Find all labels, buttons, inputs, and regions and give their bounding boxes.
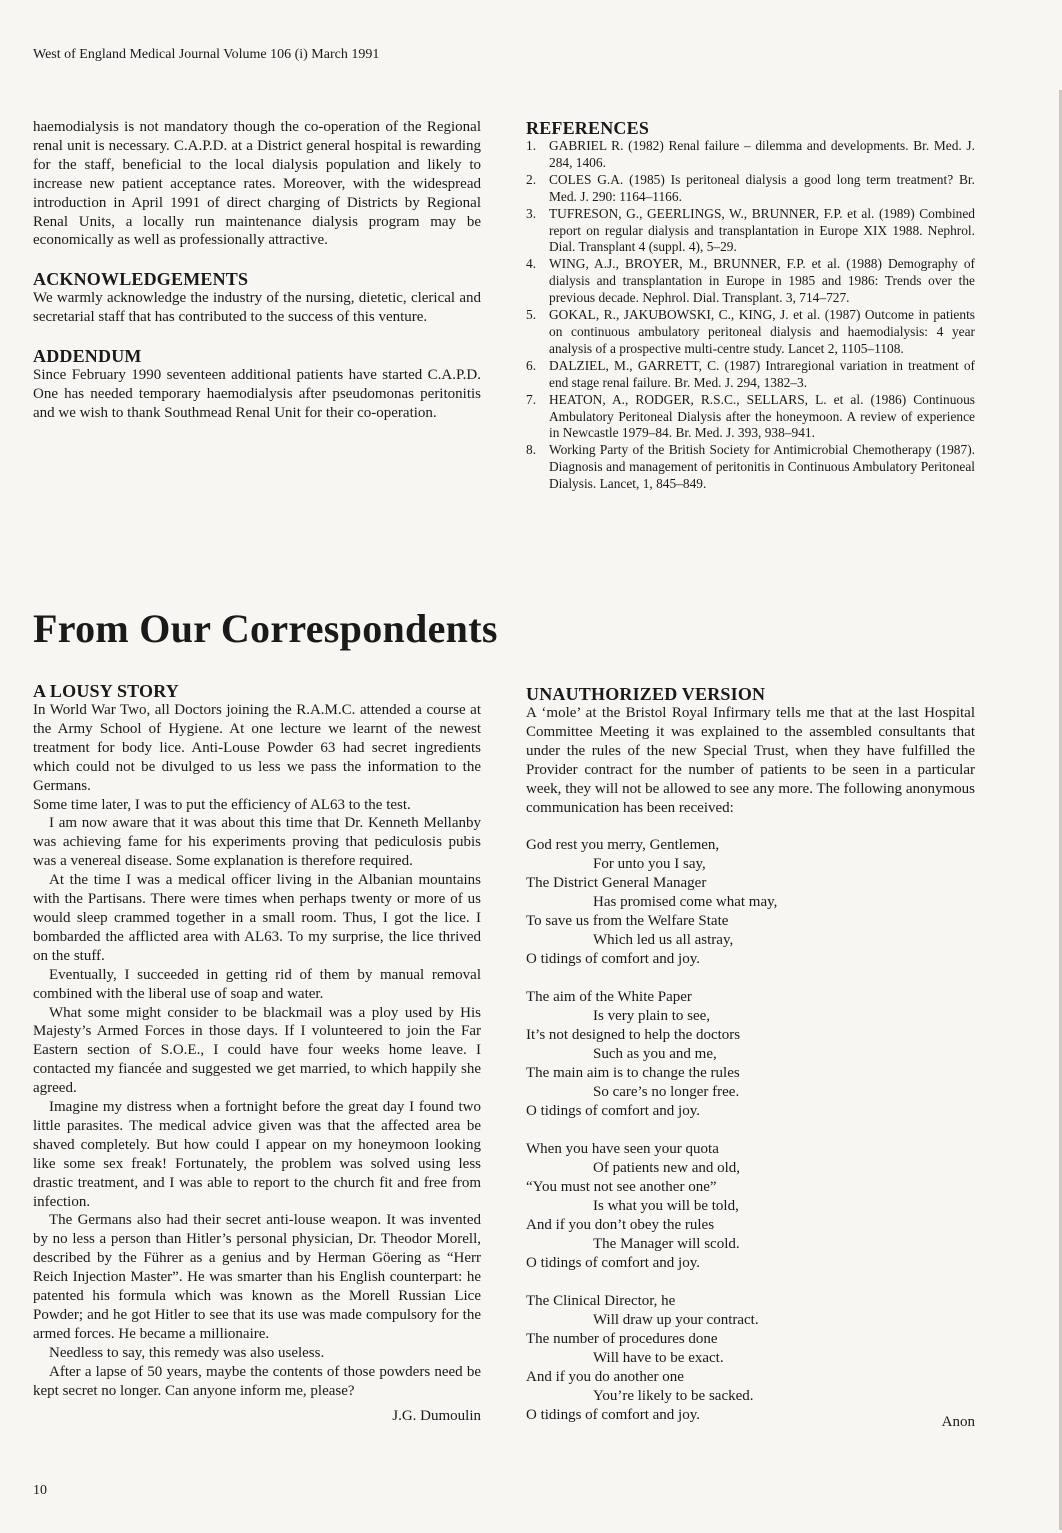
poem-line: The Clinical Director, he	[526, 1293, 676, 1310]
poem-line: Is very plain to see,	[593, 1008, 711, 1025]
poem-line: The Manager will scold.	[593, 1236, 740, 1253]
poem-line: The main aim is to change the rules	[526, 1065, 740, 1082]
poem-line: Of patients new and old,	[593, 1160, 741, 1177]
conclusion-paragraph: haemodialysis is not mandatory though the co-operation of the Regional renal unit is necessary. C.A.P.D. at a District general hospital is rewarding for the staff, beneficial to the local dialysis population and likely to increase new patient acceptance rates. Moreover, with the widespread introduction in April 1991 of direct charging of Districts by Regional Renal Units, a locally run maintenance dialysis program may be economically as well as professionally attractive.	[33, 119, 481, 249]
poem-line: And if you don’t obey the rules	[526, 1217, 715, 1234]
poem-line: The aim of the White Paper	[526, 989, 692, 1006]
unauthorized-version-article	[526, 684, 975, 1432]
poem-line: Has promised come what may,	[593, 894, 778, 911]
references-section	[526, 118, 975, 493]
acknowledgements-heading: ACKNOWLEDGEMENTS	[33, 269, 249, 290]
poem-line: Such as you and me,	[593, 1046, 717, 1063]
poem-line: To save us from the Welfare State	[526, 913, 729, 930]
poem-line: The number of procedures done	[526, 1331, 718, 1348]
addendum-heading: ADDENDUM	[33, 346, 142, 367]
story-paragraph: Imagine my distress when a fortnight before the great day I found two little parasites. The medical advice given was that the affected area be shaved completely. But how could I appear on my honeymoon looking like some sex freak! Fortunately, the problem was solved using less drastic treatment, and I was able to report to the church fit and free from infection.	[33, 1099, 481, 1210]
reference-item: 3. TUFRESON, G., GEERLINGS, W., BRUNNER, F.P. et al. (1989) Combined report on regular dialysis and transplantation in Europe XIX 1988. Nephrol. Dial. Transplant 4 (suppl. 4), 5–29.	[526, 205, 975, 255]
poem-stanza	[526, 1140, 975, 1273]
story-paragraph: At the time I was a medical officer living in the Albanian mountains with the Partisans. There were times when perhaps twenty or more of us would sleep crammed together in a small room. Thus, I got the lice. I bombarded the afflicted area with AL63. To my surprise, the lice thrived on the stuff.	[33, 872, 481, 964]
poem-signature: Anon	[941, 1414, 975, 1431]
story-paragraph: I am now aware that it was about this time that Dr. Kenneth Mellanby was achieving fame for his experiments proving that pediculosis pubis was a venereal disease. Some explanation is therefore required.	[33, 815, 481, 870]
story-paragraph: Eventually, I succeeded in getting rid of them by manual removal combined with the liberal use of soap and water.	[33, 966, 481, 1002]
poem-line: And if you do another one	[526, 1369, 684, 1386]
reference-item: 1. GABRIEL R. (1982) Renal failure – dilemma and developments. Br. Med. J. 284, 1406.	[526, 138, 975, 170]
reference-item: 2. COLES G.A. (1985) Is peritoneal dialysis a good long term treatment? Br. Med. J. 290: 1164–1166.	[526, 171, 975, 204]
references-list	[526, 138, 975, 493]
poem-stanza	[526, 836, 975, 969]
poem-line: Is what you will be told,	[593, 1198, 739, 1215]
poem-stanza	[526, 1292, 975, 1425]
acknowledgements-text: We warmly acknowledge the industry of the nursing, dietetic, clerical and secretarial staff that has contributed to the success of this venture.	[33, 290, 481, 326]
poem-line: The District General Manager	[526, 875, 707, 892]
story-paragraph: Some time later, I was to put the efficiency of AL63 to the test.	[33, 796, 411, 813]
poem-line: God rest you merry, Gentlemen,	[526, 837, 720, 854]
page-number: 10	[33, 1483, 47, 1498]
reference-item: 4. WING, A.J., BROYER, M., BRUNNER, F.P. et al. (1988) Demography of dialysis and transplantation in Europe in 1985 and 1986: Trends over the previous decade. Nephrol. Dial. Transplant. 3, 714–727.	[526, 256, 975, 306]
lousy-story-article	[33, 681, 481, 1425]
lousy-story-heading: A LOUSY STORY	[33, 681, 180, 701]
references-heading: REFERENCES	[526, 118, 650, 138]
story-paragraph: What some might consider to be blackmail was a ploy used by His Majesty’s Armed Forces in those days. If I volunteered to join the Far Eastern section of S.O.E., I could have four weeks home leave. I contacted my fiancée and suggested we get married, to which happily she agreed.	[33, 1004, 481, 1097]
poem-line: O tidings of comfort and joy.	[526, 951, 701, 968]
article-conclusion-column	[33, 118, 481, 423]
story-paragraph: After a lapse of 50 years, maybe the contents of those powders need be kept secret no longer. Can anyone inform me, please?	[33, 1363, 481, 1399]
story-signature: J.G. Dumoulin	[392, 1407, 481, 1424]
poem-stanza	[526, 988, 975, 1121]
addendum-text: Since February 1990 seventeen additional patients have started C.A.P.D. One has needed temporary haemodialysis after pseudomonas peritonitis and we wish to thank Southmead Renal Unit for their co-operation.	[33, 367, 481, 421]
poem-line: Will draw up your contract.	[593, 1312, 759, 1329]
running-header: West of England Medical Journal Volume 106 (i) March 1991	[33, 47, 380, 62]
poem-line: You’re likely to be sacked.	[593, 1388, 754, 1405]
section-title: From Our Correspondents	[33, 606, 498, 651]
reference-item: 6. DALZIEL, M., GARRETT, C. (1987) Intraregional variation in treatment of end stage renal failure. Br. Med. J. 294, 1382–3.	[526, 357, 975, 390]
reference-item: 8. Working Party of the British Society for Antimicrobial Chemotherapy (1987). Diagnosis and management of peritonitis in Continuous Ambulatory Peritoneal Dialysis. Lancet, 1, 845–849.	[526, 442, 975, 492]
story-paragraph: Needless to say, this remedy was also useless.	[49, 1344, 325, 1361]
reference-item: 7. HEATON, A., RODGER, R.S.C., SELLARS, L. et al. (1986) Continuous Ambulatory Peritoneal Dialysis after the honeymoon. A review of experience in Newcastle 1979–84. Br. Med. J. 393, 938–941.	[526, 391, 975, 441]
poem-line: Will have to be exact.	[593, 1350, 724, 1367]
unauthorized-heading: UNAUTHORIZED VERSION	[526, 684, 766, 704]
poem-line: So care’s no longer free.	[593, 1084, 740, 1101]
poem-line: For unto you I say,	[593, 856, 706, 873]
poem-line: O tidings of comfort and joy.	[526, 1103, 701, 1120]
unauthorized-intro: A ‘mole’ at the Bristol Royal Infirmary tells me that at the last Hospital Committee Meeting it was explained to the assembled consultants that under the rules of the new Special Trust, when they have fulfilled the Provider contract for the number of patients to be seen in a particular week, they will not be allowed to see any more. The following anonymous communication has been received:	[526, 705, 975, 816]
poem-line: It’s not designed to help the doctors	[526, 1027, 741, 1044]
poem-line: “You must not see another one”	[526, 1179, 717, 1196]
poem-line: O tidings of comfort and joy.	[526, 1407, 701, 1424]
poem-line: When you have seen your quota	[526, 1141, 719, 1158]
poem-line: Which led us all astray,	[593, 932, 734, 949]
reference-item: 5. GOKAL, R., JAKUBOWSKI, C., KING, J. et al. (1987) Outcome in patients on continuous ambulatory peritoneal dialysis and haemodialysis: 4 year analysis of a prospective multi-centre study. Lancet 2, 1105–1108.	[526, 307, 975, 356]
story-paragraph: The Germans also had their secret anti-louse weapon. It was invented by no less a person than Hitler’s personal physician, Dr. Theodor Morell, described by the Führer as a genius and by Herman Göering as “Herr Reich Injection Master”. He was smarter than his English counterpart: he patented his formula which was known as the Morell Russian Lice Powder; and he got Hitler to see that its use was made compulsory for the armed forces. He became a millionaire.	[33, 1212, 481, 1342]
story-paragraph: In World War Two, all Doctors joining the R.A.M.C. attended a course at the Army School of Hygiene. At one lecture we learnt of the newest treatment for body lice. Anti-Louse Powder 63 had secret ingredients which could not be divulged to us less we pass the information to the Germans.	[33, 702, 481, 794]
poem-line: O tidings of comfort and joy.	[526, 1255, 701, 1272]
poem	[526, 836, 975, 1425]
